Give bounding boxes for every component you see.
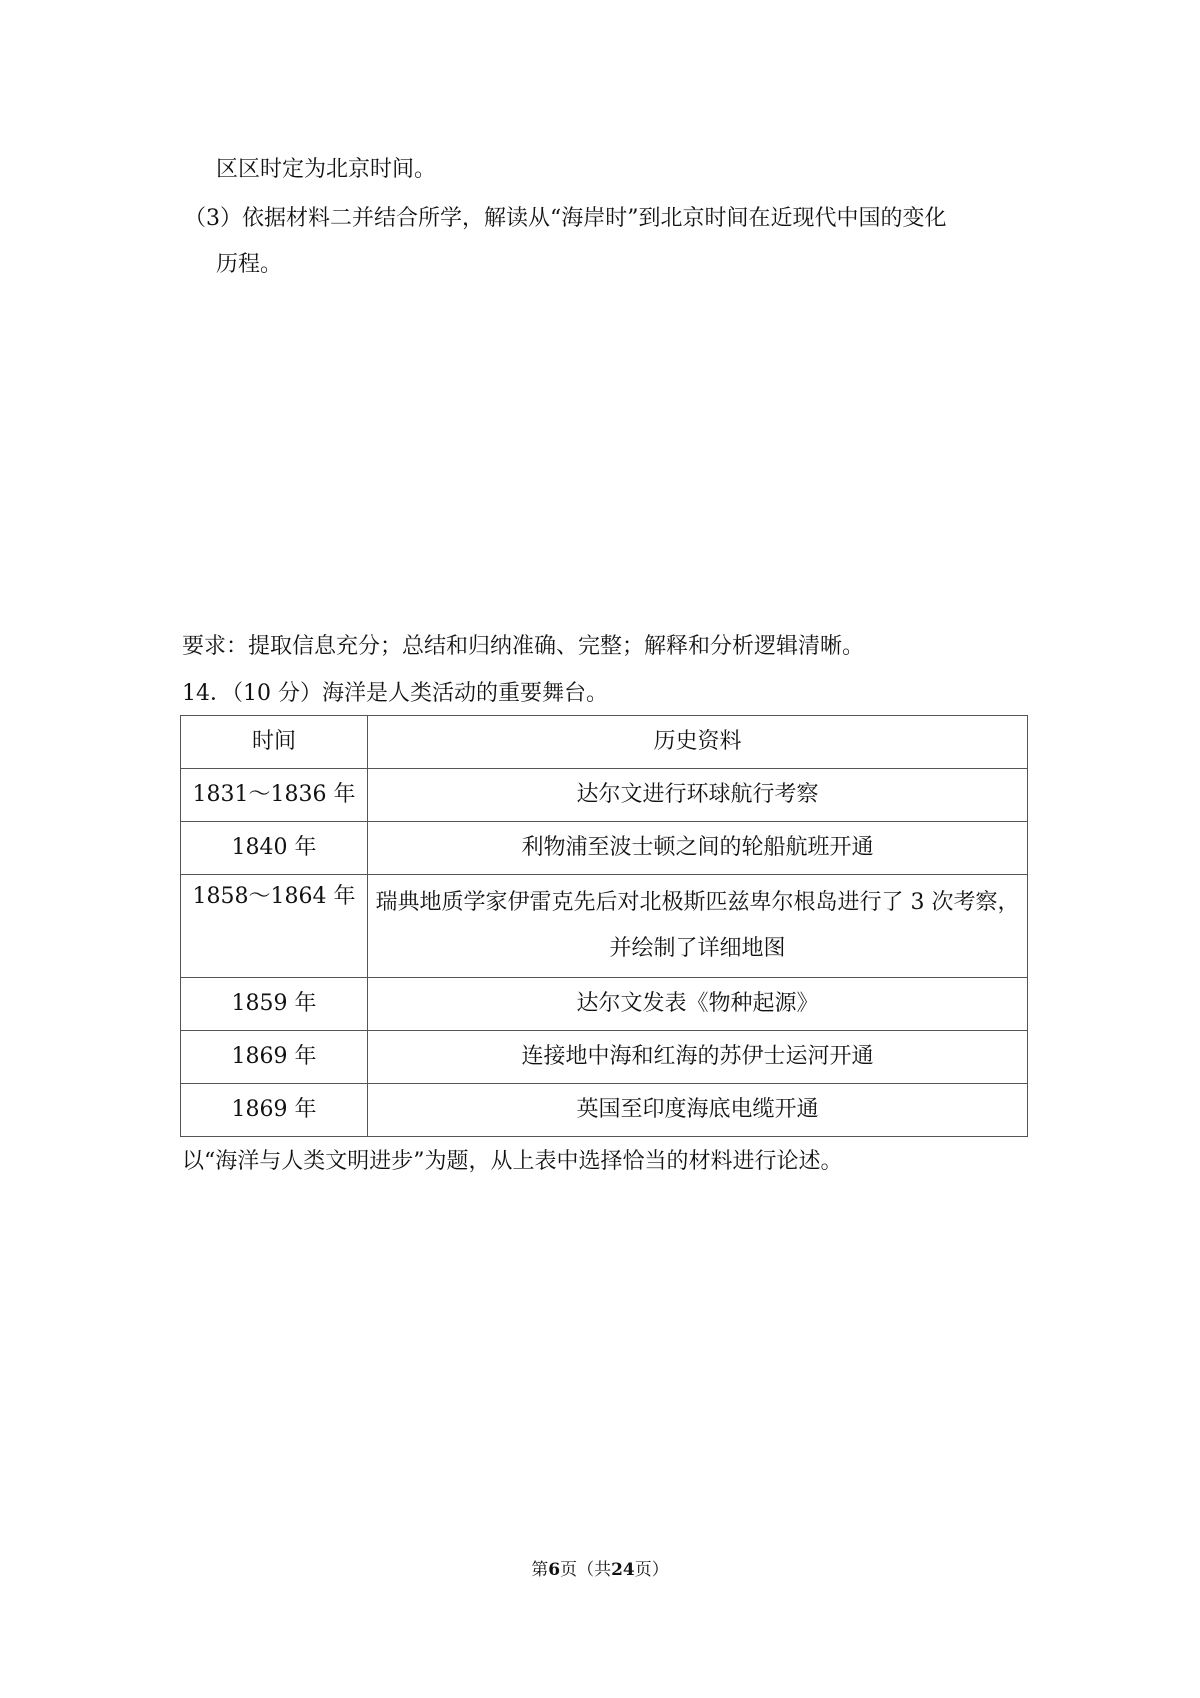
table-row bbox=[181, 769, 1028, 822]
row-event: 利物浦至波士顿之间的轮船航班开通 bbox=[368, 822, 1028, 875]
row-event: 连接地中海和红海的苏伊士运河开通 bbox=[368, 1031, 1028, 1084]
table-row bbox=[181, 1084, 1028, 1137]
footer-total-pages: 24 bbox=[611, 1560, 635, 1580]
row-event: 瑞典地质学家伊雷克先后对北极斯匹兹卑尔根岛进行了 3 次考察，并绘制了详细地图 bbox=[368, 875, 1028, 978]
question-3-text: （3）依据材料二并结合所学，解读从“海岸时”到北京时间在近现代中国的变化 bbox=[184, 206, 947, 231]
row-time: 1840 年 bbox=[181, 822, 368, 875]
header-material: 历史资料 bbox=[368, 716, 1028, 769]
row-time: 1858～1864 年 bbox=[181, 875, 368, 978]
row-event: 达尔文进行环球航行考察 bbox=[368, 769, 1028, 822]
row-event: 达尔文发表《物种起源》 bbox=[368, 978, 1028, 1031]
table-row bbox=[181, 822, 1028, 875]
table-row bbox=[181, 1031, 1028, 1084]
answer-requirement: 要求：提取信息充分；总结和归纳准确、完整；解释和分析逻辑清晰。 bbox=[182, 634, 865, 659]
header-time: 时间 bbox=[181, 716, 368, 769]
table-header-row bbox=[181, 716, 1028, 769]
history-table bbox=[180, 715, 1028, 1137]
question-3-text-continued: 历程。 bbox=[216, 252, 283, 277]
row-time: 1859 年 bbox=[181, 978, 368, 1031]
question-14-title: 14．（10 分）海洋是人类活动的重要舞台。 bbox=[182, 681, 608, 706]
table-row bbox=[181, 875, 1028, 978]
text-line-continuation: 区区时定为北京时间。 bbox=[216, 157, 437, 182]
row-time: 1831～1836 年 bbox=[181, 769, 368, 822]
footer-middle: 页（共 bbox=[560, 1560, 612, 1580]
footer-suffix: 页） bbox=[634, 1560, 669, 1580]
table-row bbox=[181, 978, 1028, 1031]
row-event: 英国至印度海底电缆开通 bbox=[368, 1084, 1028, 1137]
footer-page-number: 6 bbox=[548, 1560, 561, 1580]
row-time: 1869 年 bbox=[181, 1084, 368, 1137]
row-time: 1869 年 bbox=[181, 1031, 368, 1084]
footer-prefix: 第 bbox=[531, 1560, 549, 1580]
question-14-task: 以“海洋与人类文明进步”为题，从上表中选择恰当的材料进行论述。 bbox=[182, 1149, 843, 1174]
page-footer bbox=[0, 1558, 1200, 1582]
